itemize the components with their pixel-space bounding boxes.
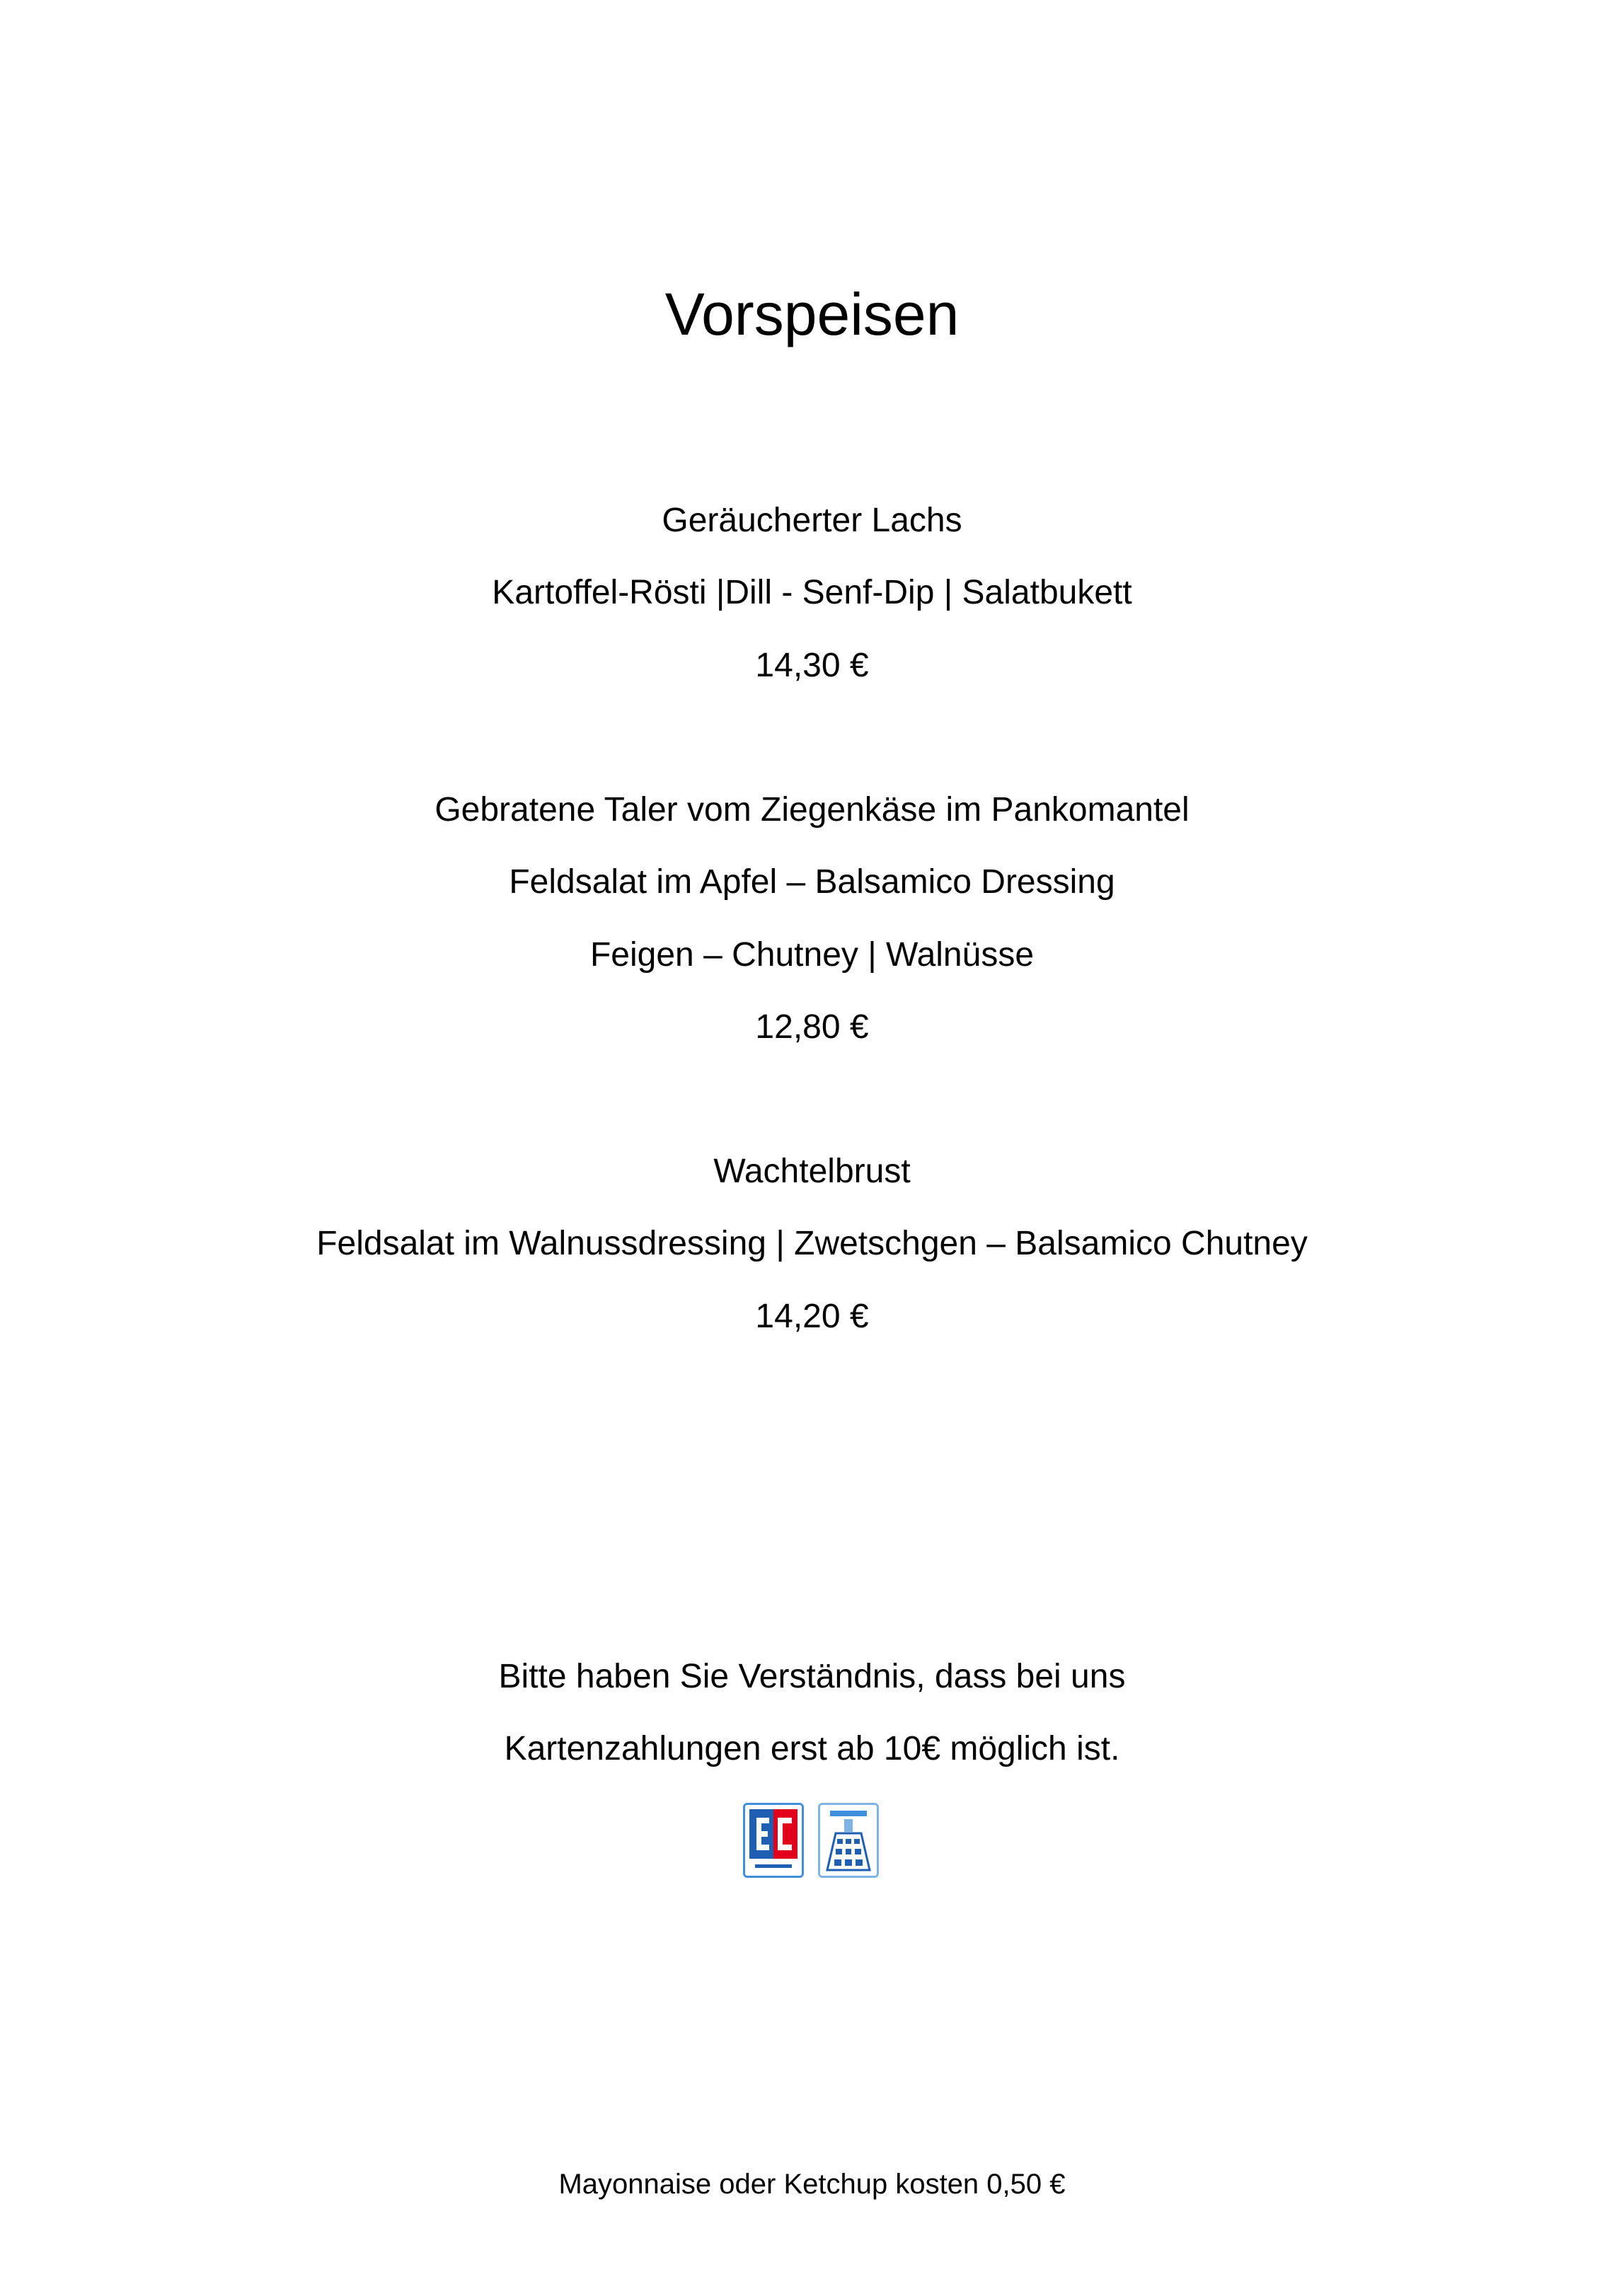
girocard-logo [818,1803,879,1878]
dish-description: Feigen – Chutney | Walnüsse [589,936,1035,974]
dish-description: Feldsalat im Walnussdressing | Zwetschgen – Balsamico Chutney [316,1225,1308,1262]
dish-name: Gebratene Taler vom Ziegenkäse im Pankomantel [434,791,1190,829]
payment-notice-line: Bitte haben Sie Verständnis, dass bei uns [498,1658,1126,1695]
dish-description: Feldsalat im Apfel – Balsamico Dressing [509,863,1115,901]
payment-notice-line: Kartenzahlungen erst ab 10€ möglich ist. [504,1730,1120,1767]
dish-description: Kartoffel-Rösti |Dill - Senf-Dip | Salatbukett [492,574,1132,611]
ec-icon [745,1805,802,1876]
ec-electronic-cash-logo [743,1803,804,1878]
girocard-icon [820,1805,877,1876]
dish-price: 12,80 € [755,1008,869,1046]
payment-logos [743,1803,877,1881]
dish-name: Geräucherter Lachs [662,502,962,539]
dish-price: 14,30 € [755,647,869,684]
dish-name: Wachtelbrust [713,1153,911,1190]
page-title: Vorspeisen [664,281,960,347]
footnote: Mayonnaise oder Ketchup kosten 0,50 € [558,2169,1066,2200]
dish-price: 14,20 € [755,1298,869,1335]
